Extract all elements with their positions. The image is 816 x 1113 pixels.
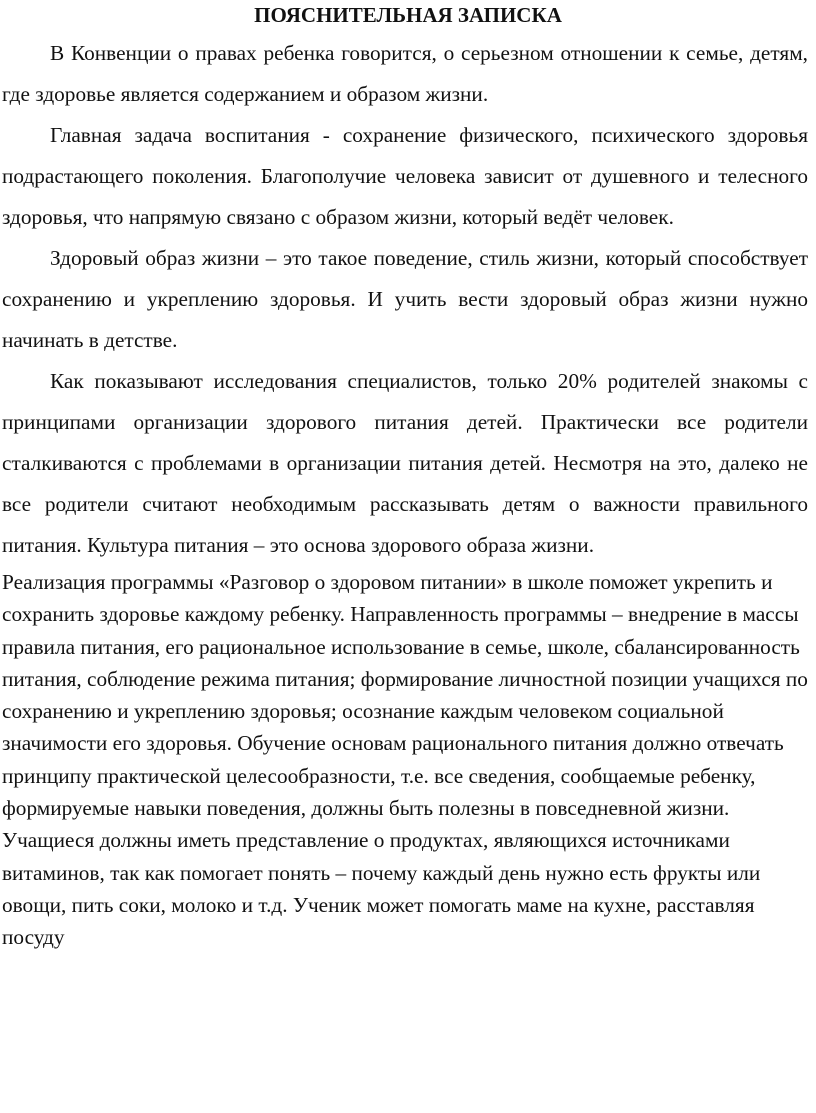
paragraph-main-task: Главная задача воспитания - сохранение физического, психического здоровья подрастающего поколения. Благополучие человека зависит от душевного и телесного здоровья, что напрямую связано с образом жизни, который ведёт человек. (2, 123, 808, 229)
paragraph-healthy-lifestyle: Здоровый образ жизни – это такое поведение, стиль жизни, который способствует сохранению и укреплению здоровья. И учить вести здоровый образ жизни нужно начинать в детстве. (2, 246, 808, 352)
document-title: ПОЯСНИТЕЛЬНАЯ ЗАПИСКА (254, 3, 562, 27)
paragraph-program: Реализация программы «Разговор о здоровом питании» в школе поможет укрепить и сохранить здоровье каждому ребенку. Направленность программы – внедрение в массы правила питания, его рациональное использование в семье, школе, сбалансированность питания, соблюдение режима питания; формирование личностной позиции учащихся по сохранению и укреплению здоровья; осознание каждым человеком социальной значимости его здоровья. Обучение основам рационального питания должно отвечать принципу практической целесообразности, т.е. все сведения, сообщаемые ребенку, формируемые навыки поведения, должны быть полезны в повседневной жизни. Учащиеся должны иметь представление о продуктах, являющихся источниками витаминов, так как помогает понять – почему каждый день нужно есть фрукты или овощи, пить соки, молоко и т.д. Ученик может помогать маме на кухне, расставляя посуду (2, 570, 808, 950)
paragraph-convention: В Конвенции о правах ребенка говорится, о серьезном отношении к семье, детям, где здоровье является содержанием и образом жизни. (2, 41, 808, 106)
paragraph-research: Как показывают исследования специалистов, только 20% родителей знакомы с принципами организации здорового питания детей. Практически все родители сталкиваются с проблемами в организации питания детей. Несмотря на это, далеко не все родители считают необходимым рассказывать детям о важности правильного питания. Культура питания – это основа здорового образа жизни. (2, 369, 808, 557)
